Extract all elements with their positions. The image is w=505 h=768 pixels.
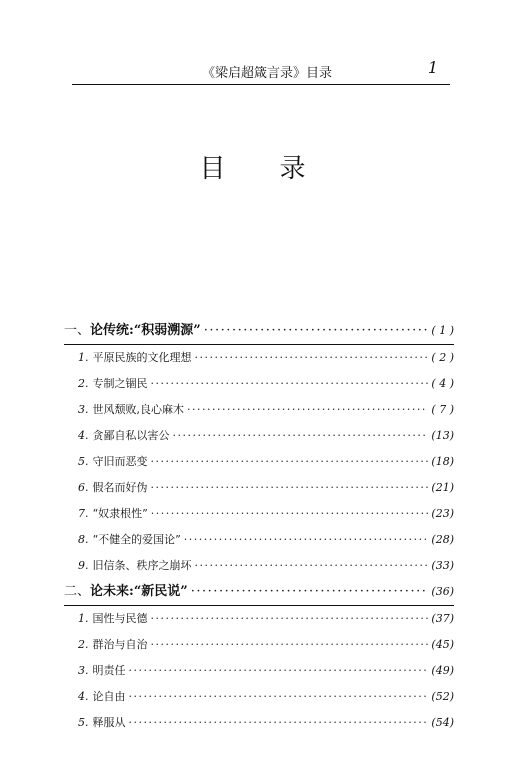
toc-entry-title: 释服从: [92, 716, 126, 729]
toc-entry-title: 守旧而恶变: [92, 455, 148, 468]
header-rule: [72, 84, 450, 85]
toc-page-number: (13): [431, 429, 454, 442]
toc-entry-title: 群治与自治: [92, 638, 148, 651]
toc-section-number: 二、: [64, 584, 91, 599]
toc-leader: [151, 632, 429, 658]
toc-entry[interactable]: [64, 553, 454, 579]
toc-leader: [187, 397, 428, 423]
toc-entry-title: 专制之锢民: [92, 377, 148, 390]
toc-entry-number: 8.: [78, 533, 89, 546]
toc-leader: [195, 553, 429, 579]
page-number: 1: [427, 58, 438, 77]
toc-section-title: 论传统:“积弱溯源”: [90, 323, 201, 338]
toc-section[interactable]: [64, 318, 454, 345]
toc-entry-number: 4.: [78, 690, 89, 703]
toc-leader: [173, 423, 429, 449]
toc-page-number: (36): [431, 585, 454, 598]
running-header: [74, 58, 450, 84]
toc-entry-title: 世风颓败,良心麻木: [92, 403, 184, 416]
toc-entry[interactable]: [64, 684, 454, 710]
toc-entry-number: 7.: [78, 507, 89, 520]
toc-entry-number: 3.: [78, 403, 89, 416]
toc-entry[interactable]: [64, 527, 454, 553]
toc-page-number: (18): [431, 455, 454, 468]
toc-leader: [151, 371, 429, 397]
toc-page-number: (54): [431, 716, 454, 729]
toc-leader: [184, 527, 429, 553]
toc-page-number: (28): [431, 533, 454, 546]
toc-page-number: ( 2 ): [431, 351, 454, 364]
toc-leader: [151, 475, 429, 501]
toc-entry[interactable]: [64, 658, 454, 684]
page-title: 目录: [199, 154, 360, 184]
toc-entry[interactable]: [64, 475, 454, 501]
toc-page-number: (45): [431, 638, 454, 651]
toc-leader: [129, 658, 429, 684]
toc-page-number: ( 7 ): [431, 403, 454, 416]
toc-entry[interactable]: [64, 397, 454, 423]
toc-entry-title: 明责任: [92, 664, 126, 677]
toc-entry-number: 2.: [78, 638, 89, 651]
toc-entry-title: 论自由: [92, 690, 126, 703]
toc-page-number: (21): [431, 481, 454, 494]
toc-leader: [129, 710, 429, 736]
toc-page-number: (52): [431, 690, 454, 703]
toc-entry-title: 贪鄙自私以害公: [92, 429, 170, 442]
toc-leader: [129, 684, 429, 710]
toc-entry-number: 5.: [78, 716, 89, 729]
toc-entry-title: 国性与民德: [92, 612, 148, 625]
running-header-title: 《梁启超箴言录》目录: [202, 66, 333, 81]
toc-entry-title: “不健全的爱国论”: [92, 533, 181, 546]
toc-entry-number: 2.: [78, 377, 89, 390]
table-of-contents: [64, 318, 454, 736]
toc-entry-number: 6.: [78, 481, 89, 494]
toc-entry-title: “奴隶根性”: [92, 507, 148, 520]
toc-page-number: ( 4 ): [431, 377, 454, 390]
toc-entry-title: 平原民族的文化理想: [92, 351, 192, 364]
toc-leader: [204, 318, 429, 344]
toc-entry[interactable]: [64, 345, 454, 371]
toc-entry[interactable]: [64, 423, 454, 449]
toc-section-title: 论未来:“新民说”: [90, 584, 188, 599]
toc-entry-number: 5.: [78, 455, 89, 468]
toc-entry-number: 1.: [78, 351, 89, 364]
toc-entry-number: 1.: [78, 612, 89, 625]
toc-page-number: (23): [431, 507, 454, 520]
toc-section-number: 一、: [64, 323, 91, 338]
toc-entry[interactable]: [64, 371, 454, 397]
toc-page-number: (37): [431, 612, 454, 625]
toc-entry-number: 4.: [78, 429, 89, 442]
toc-entry-title: 假名而好伪: [92, 481, 148, 494]
toc-entry[interactable]: [64, 632, 454, 658]
toc-section[interactable]: [64, 579, 454, 606]
toc-entry[interactable]: [64, 449, 454, 475]
toc-leader: [151, 606, 429, 632]
toc-page-number: (33): [431, 559, 454, 572]
toc-entry-number: 9.: [78, 559, 89, 572]
toc-leader: [151, 449, 429, 475]
toc-leader: [191, 579, 429, 605]
toc-entry[interactable]: [64, 501, 454, 527]
toc-page-number: (49): [431, 664, 454, 677]
toc-entry[interactable]: [64, 710, 454, 736]
toc-leader: [151, 501, 429, 527]
toc-page-number: ( 1 ): [431, 324, 454, 337]
toc-entry-number: 3.: [78, 664, 89, 677]
toc-entry-title: 旧信条、秩序之崩坏: [92, 559, 192, 572]
toc-leader: [195, 345, 429, 371]
toc-entry[interactable]: [64, 606, 454, 632]
